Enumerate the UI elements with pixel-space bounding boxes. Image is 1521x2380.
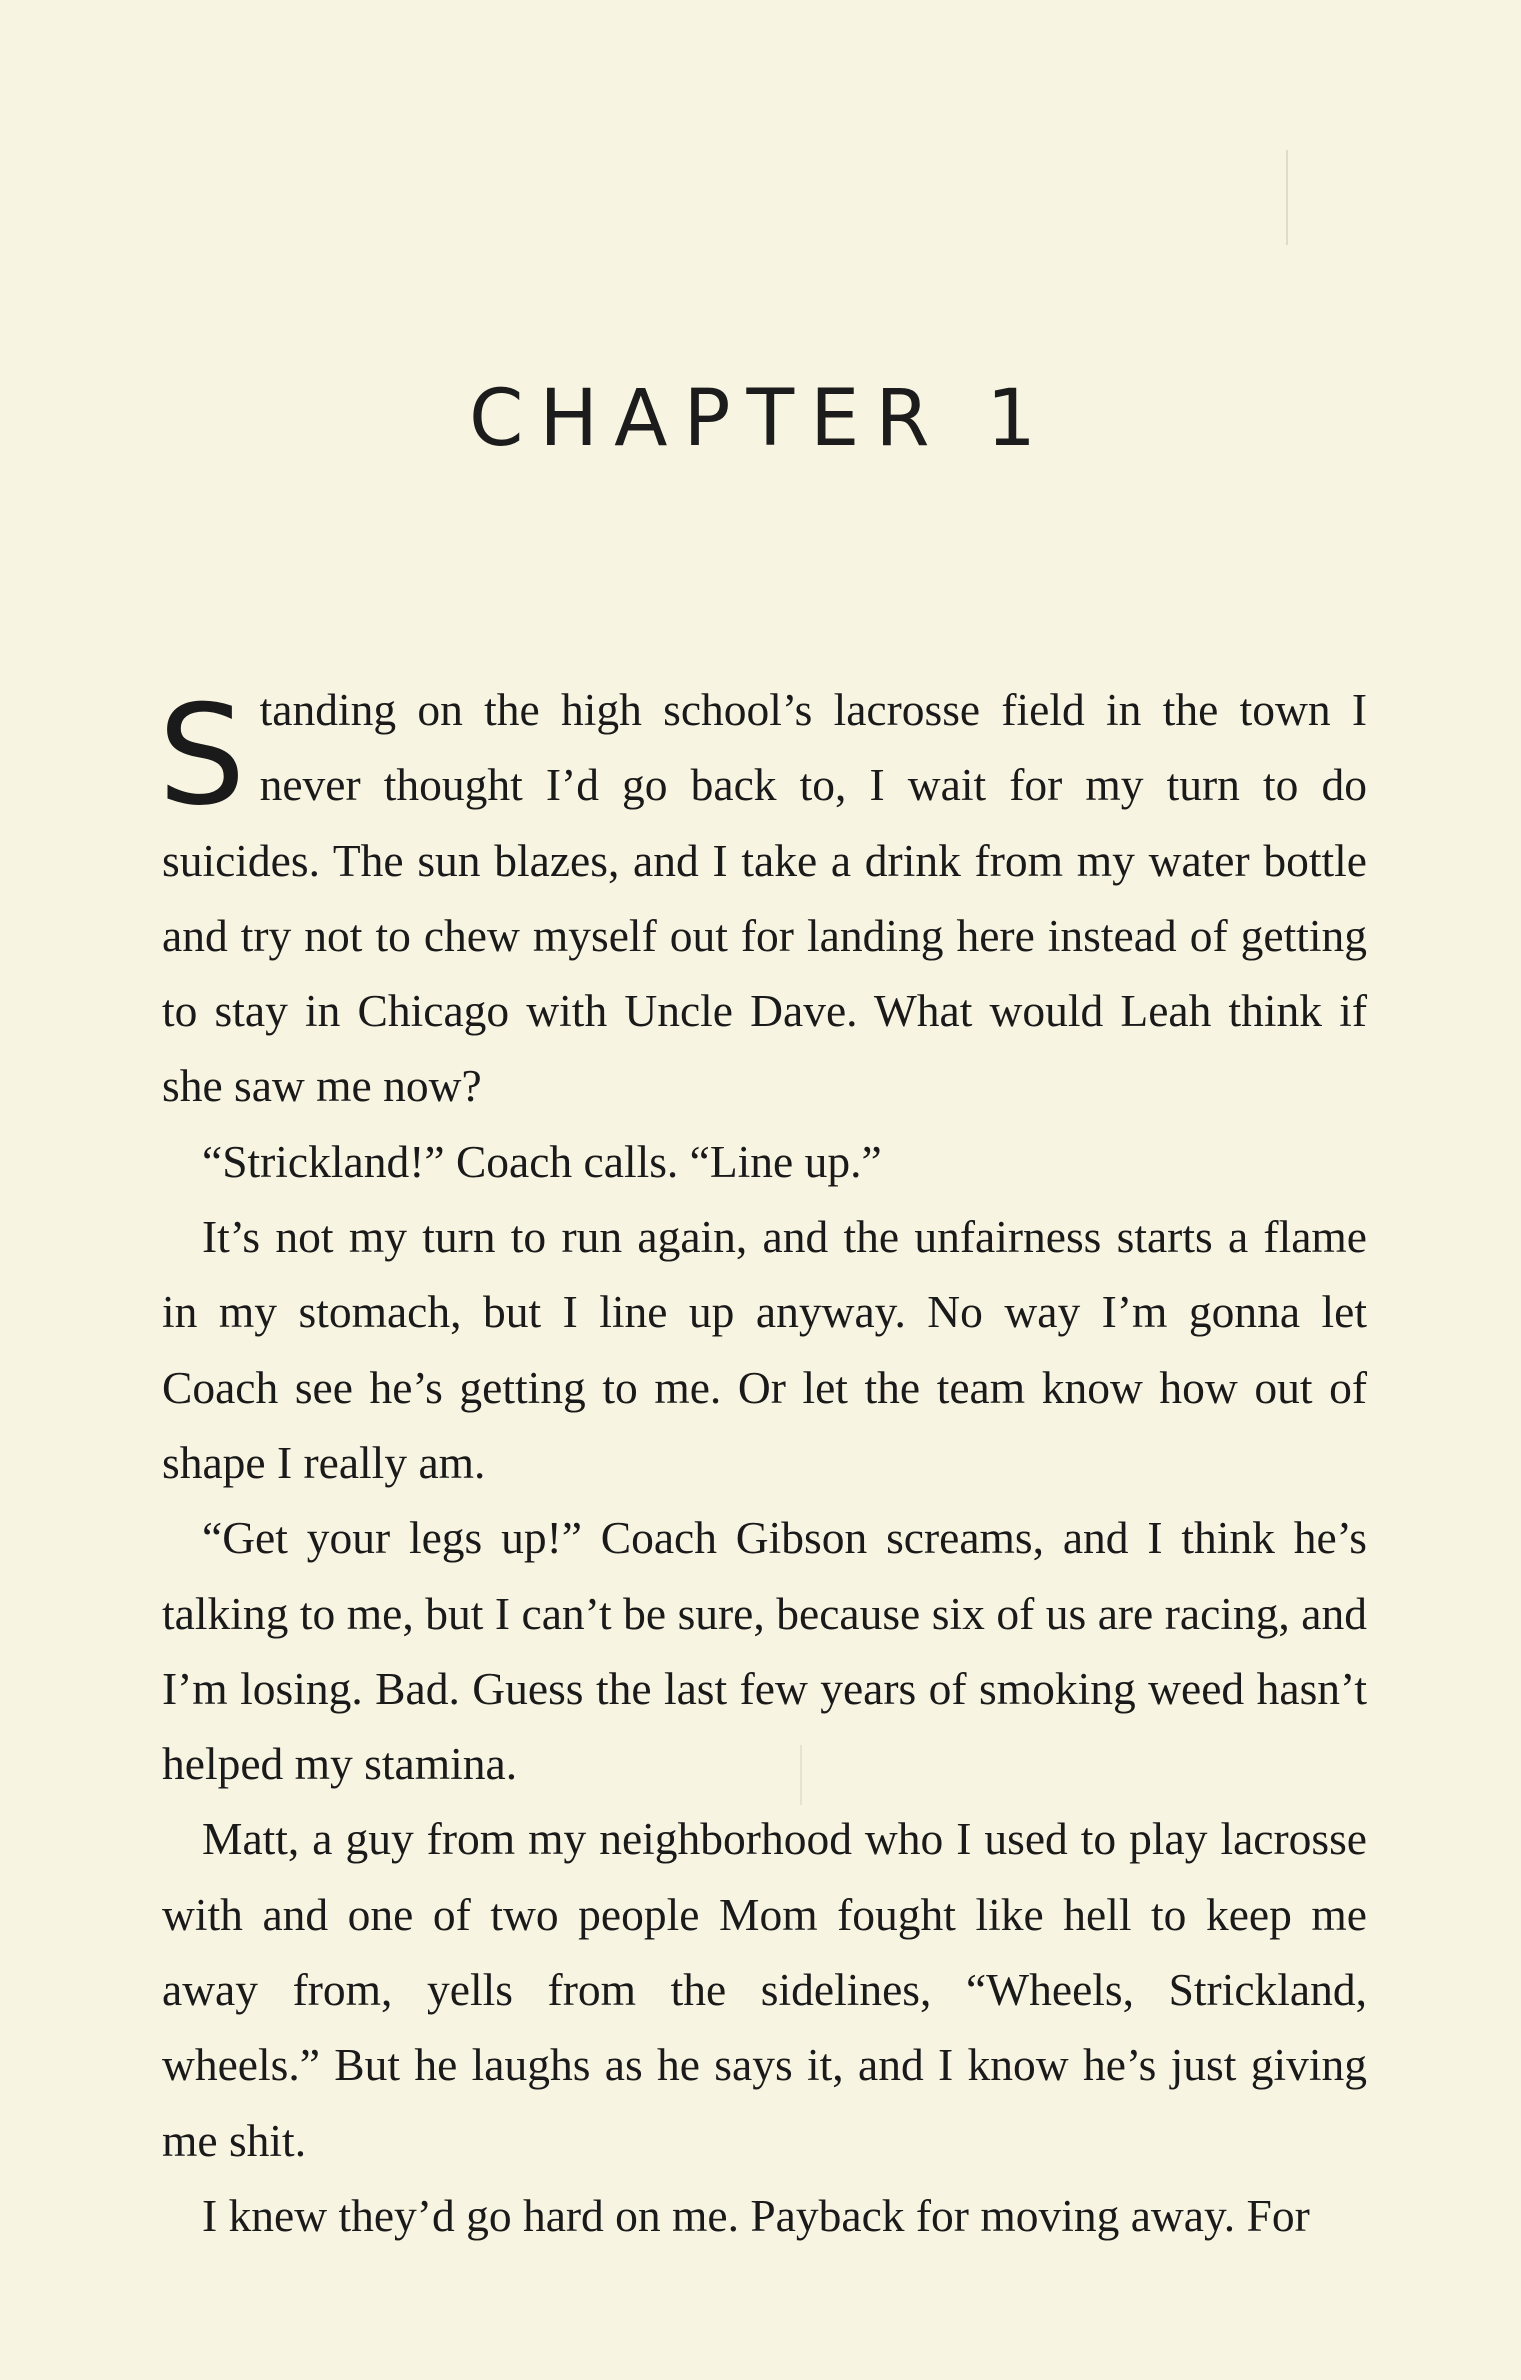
chapter-heading: CHAPTER 1 <box>468 374 1053 465</box>
paragraph-2: “Strickland!” Coach calls. “Line up.” <box>202 1135 882 1187</box>
paragraph-5: Matt, a guy from my neighborhood who I used to play lacrosse with and one of two people Mom fought like hell to keep me away from, yells from the sidelines, “Wheels, Strickland, wheels.” But he laughs as he says it, and I know he’s just giving me shit. <box>162 1813 1367 2166</box>
paragraph-4: “Get your legs up!” Coach Gibson screams, and I think he’s talking to me, but I can’t be sure, because six of us are racing, and I’m losing. Bad. Guess the last few years of smoking weed hasn’t helped my stamina. <box>162 1512 1367 1790</box>
paragraph-text: tanding on the high school’s lacrosse field in the town I never thought I’d go back to, I wait for my turn to do suicides. The sun blazes, and I take a drink from my water bottle and try not to chew myself out for landing here instead of getting to stay in Chicago with Uncle Dave. What would Leah think if she saw me now? <box>162 684 1367 1112</box>
paragraph-3: It’s not my turn to run again, and the unfairness starts a flame in my stomach, but I line up anyway. No way I’m gonna let Coach see he’s getting to me. Or let the team know how out of shape I really am. <box>162 1211 1367 1488</box>
body-text <box>158 672 1367 2253</box>
scan-artifact <box>1286 150 1288 245</box>
paragraph-6: I knew they’d go hard on me. Payback for moving away. For <box>202 2189 1310 2241</box>
drop-cap: S <box>158 675 246 836</box>
paragraph-1 <box>158 672 1367 1124</box>
